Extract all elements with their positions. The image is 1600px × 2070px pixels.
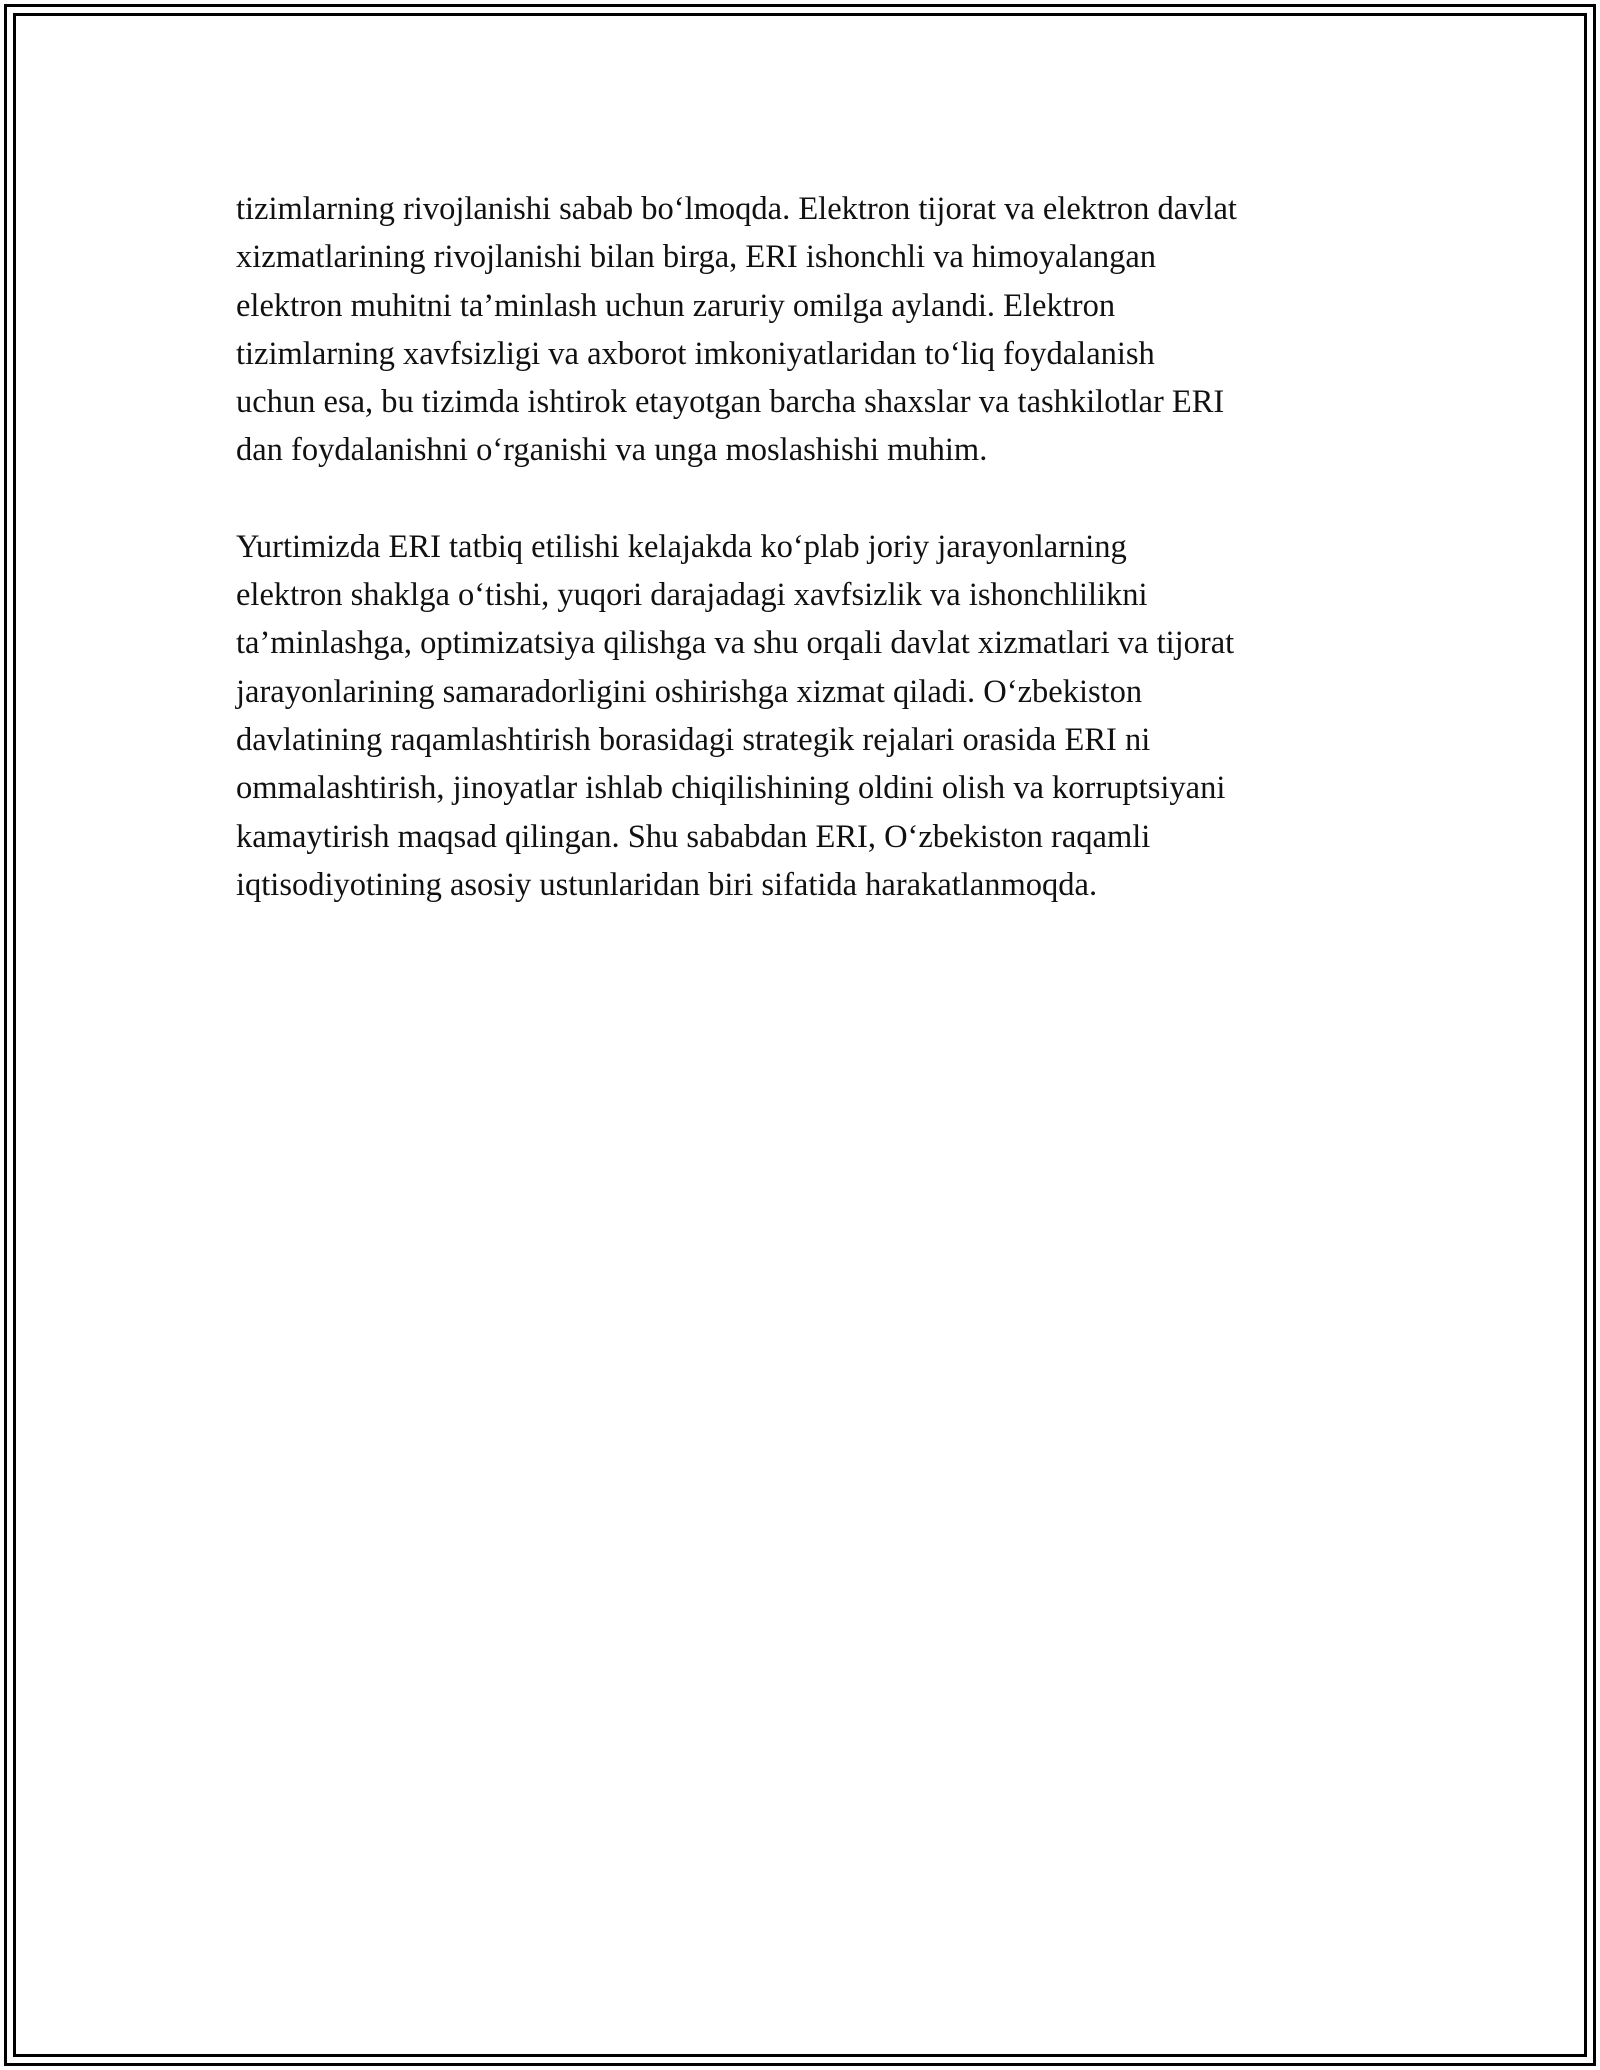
paragraph-line: ommalashtirish, jinoyatlar ishlab chiqilishining oldini olish va korruptsiyani (236, 770, 1226, 807)
paragraph-1 (236, 185, 1386, 475)
paragraph-line: dan foydalanishni o‘rganishi va unga moslashishi muhim. (236, 432, 988, 469)
paragraph-line: ta’minlashga, optimizatsiya qilishga va shu orqali davlat xizmatlari va tijorat (236, 625, 1235, 662)
paragraph-line: xizmatlarining rivojlanishi bilan birga, ERI ishonchli va himoyalangan (236, 239, 1157, 276)
paragraph-line: elektron muhitni ta’minlash uchun zaruriy omilga aylandi. Elektron (236, 287, 1116, 324)
paragraph-line: Yurtimizda ERI tatbiq etilishi kelajakda ko‘plab joriy jarayonlarning (236, 528, 1127, 565)
paragraph-2 (236, 523, 1386, 909)
document-body (236, 185, 1386, 909)
paragraph-line: jarayonlarining samaradorligini oshirishga xizmat qiladi. O‘zbekiston (236, 673, 1143, 710)
paragraph-line: uchun esa, bu tizimda ishtirok etayotgan barcha shaxslar va tashkilotlar ERI (236, 384, 1225, 421)
paragraph-line: elektron shaklga o‘tishi, yuqori darajadagi xavfsizlik va ishonchlilikni (236, 577, 1148, 614)
paragraph-line: tizimlarning rivojlanishi sabab bo‘lmoqda. Elektron tijorat va elektron davlat (236, 191, 1237, 227)
paragraph-line: iqtisodiyotining asosiy ustunlaridan biri sifatida harakatlanmoqda. (236, 866, 1098, 903)
paragraph-line: kamaytirish maqsad qilingan. Shu sababdan ERI, O‘zbekiston raqamli (236, 818, 1151, 855)
paragraph-line: tizimlarning xavfsizligi va axborot imkoniyatlaridan to‘liq foydalanish (236, 335, 1155, 372)
paragraph-line: davlatining raqamlashtirish borasidagi strategik rejalari orasida ERI ni (236, 721, 1151, 758)
